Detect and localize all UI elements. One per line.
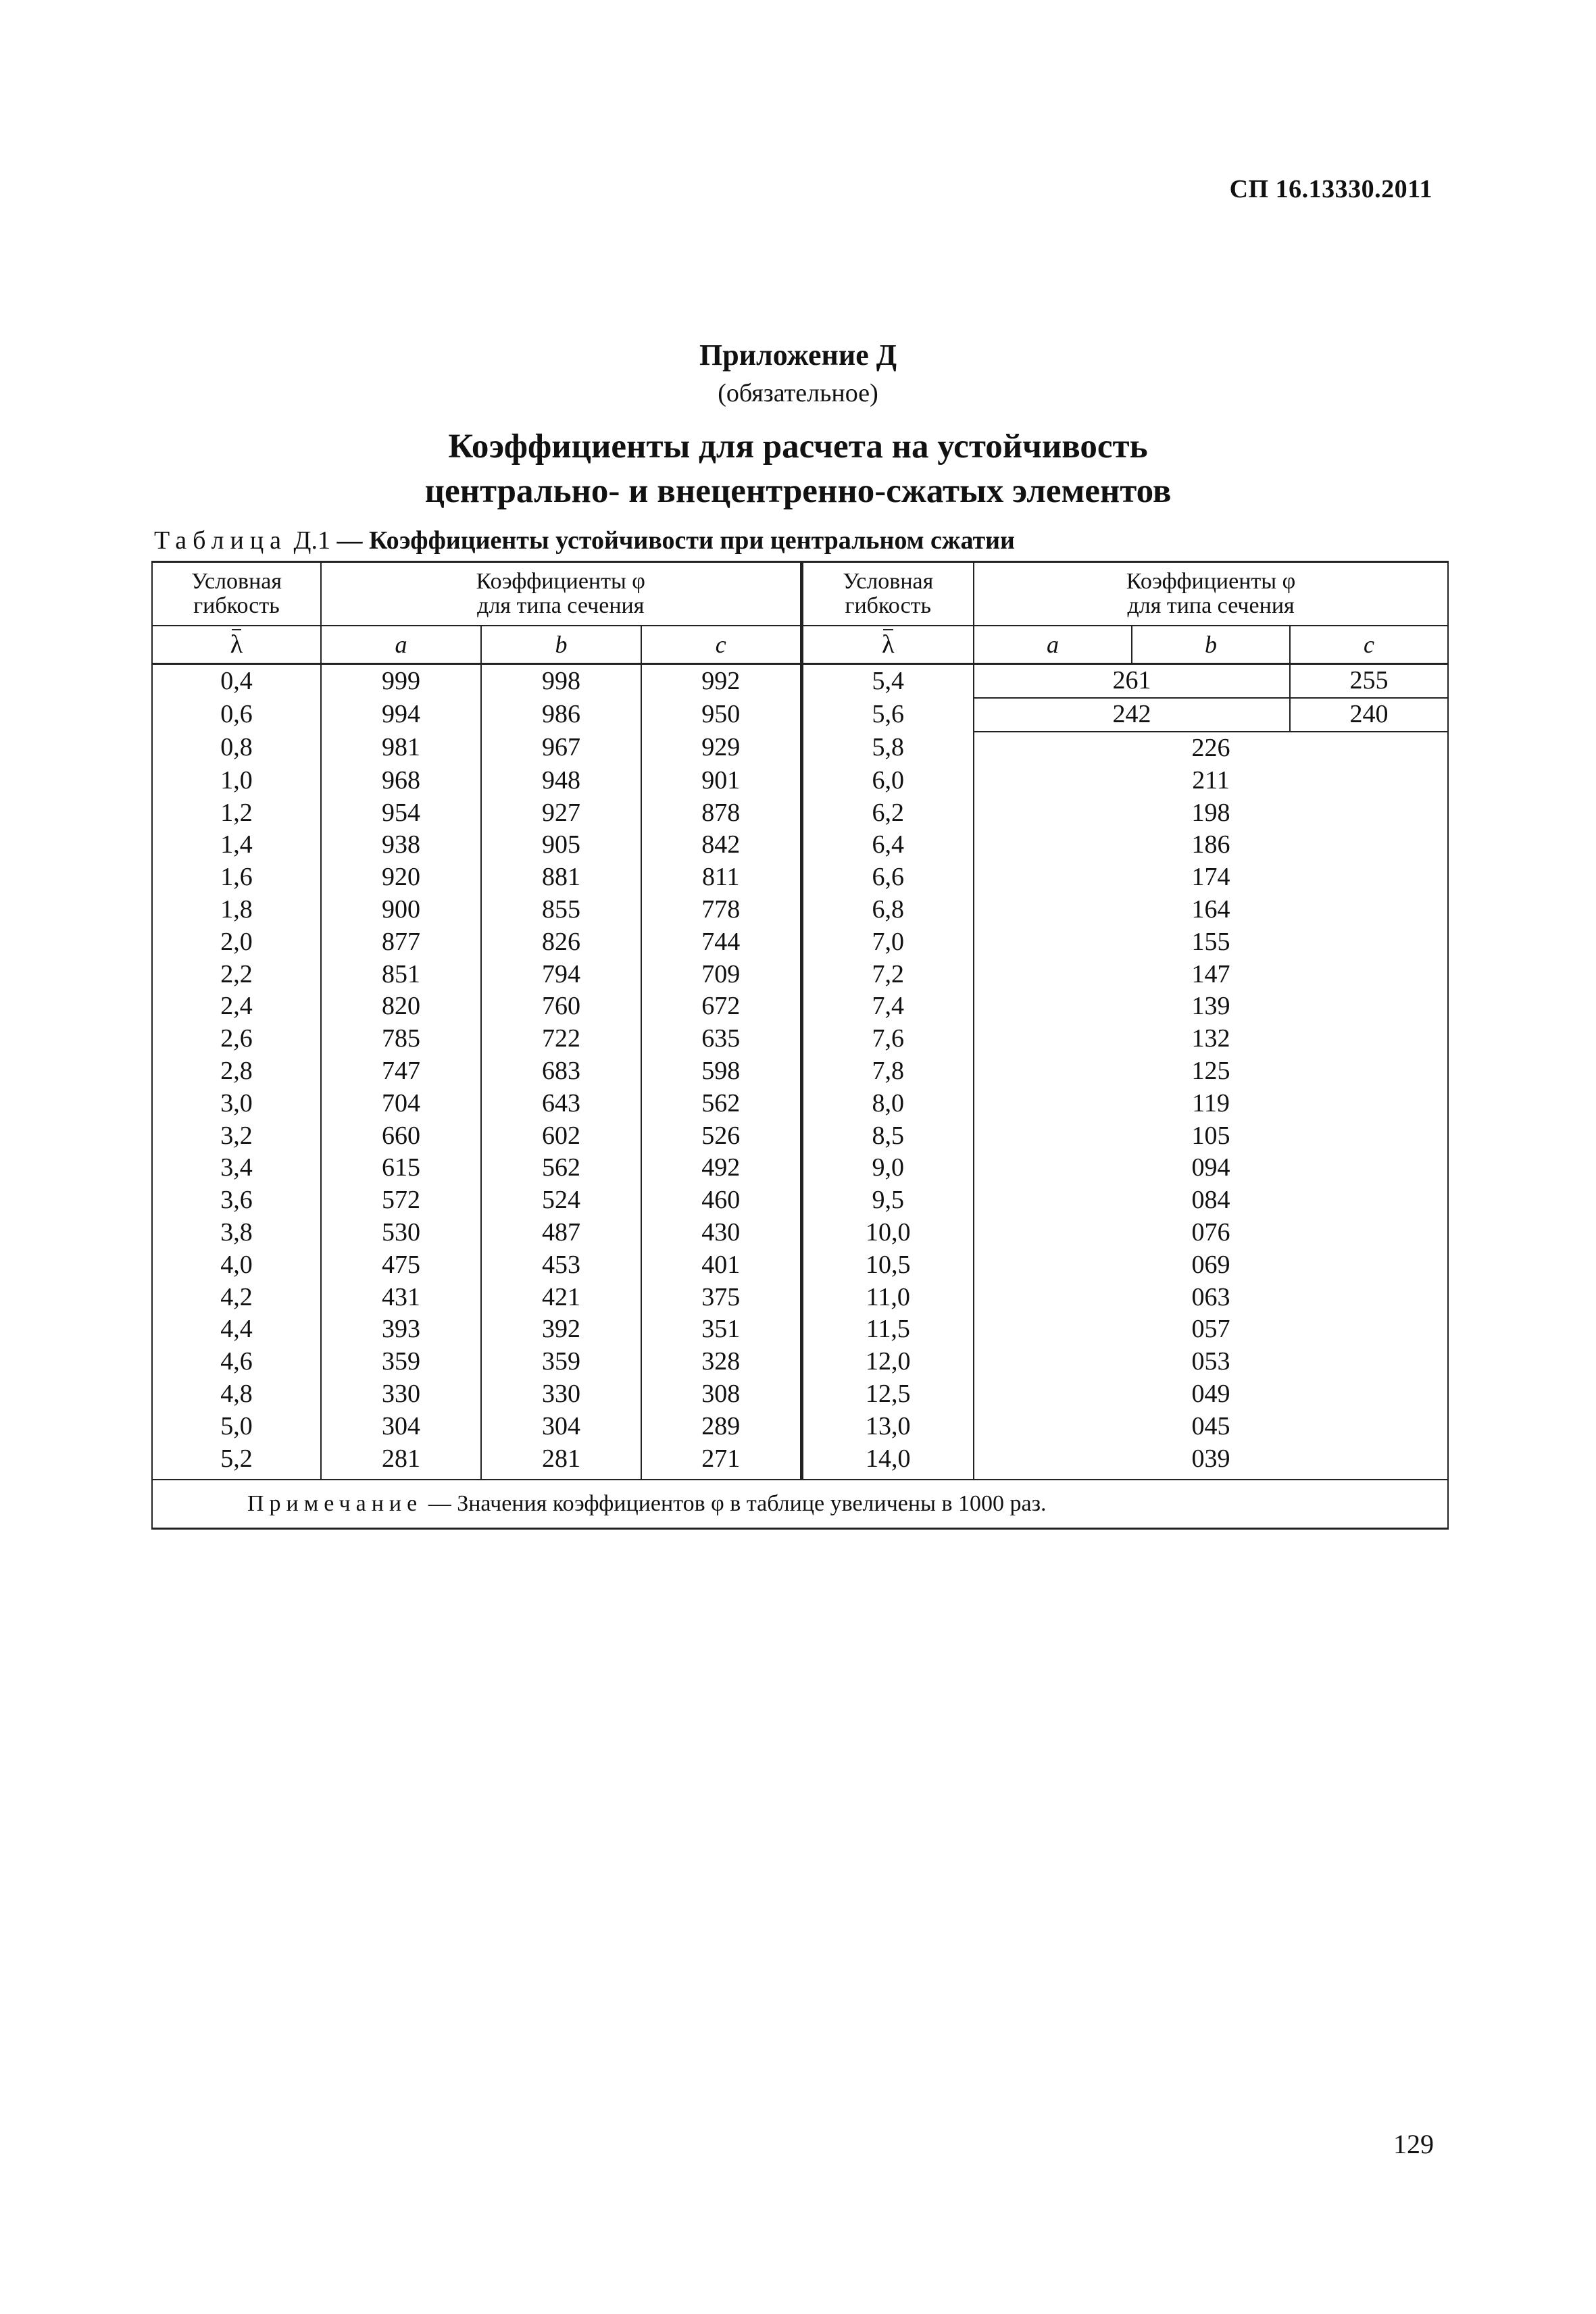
coef-abc-right-cell: 155: [974, 926, 1448, 958]
coef-abc-right-cell: 063: [974, 1281, 1448, 1313]
lambda-cell: 3,6: [152, 1184, 321, 1217]
coef-ab-right-cell: 242: [974, 698, 1290, 732]
lambda-cell: 3,4: [152, 1152, 321, 1184]
coef-a-cell: 877: [321, 926, 481, 958]
coef-a-cell: 660: [321, 1120, 481, 1152]
coef-b-cell: 998: [481, 664, 641, 698]
lambda-cell: 5,0: [152, 1410, 321, 1442]
coef-b-cell: 905: [481, 829, 641, 861]
lambda-cell: 5,2: [152, 1442, 321, 1480]
lambda-right-cell: 7,4: [801, 990, 974, 1023]
lambda-cell: 2,8: [152, 1055, 321, 1088]
coef-abc-right-cell: 053: [974, 1346, 1448, 1378]
table-row: [152, 1055, 1448, 1088]
table-row: [152, 861, 1448, 894]
header-b: b: [481, 626, 641, 664]
coef-a-cell: 704: [321, 1087, 481, 1120]
table-row: [152, 926, 1448, 958]
coef-a-cell: 330: [321, 1378, 481, 1411]
header-b-right: b: [1132, 626, 1290, 664]
table-row: [152, 894, 1448, 926]
coef-a-cell: 615: [321, 1152, 481, 1184]
coef-b-cell: 881: [481, 861, 641, 894]
coef-abc-right-cell: 186: [974, 829, 1448, 861]
lambda-cell: 2,6: [152, 1023, 321, 1055]
header-slenderness-line2: гибкость: [193, 593, 280, 618]
header-coefficients-right: [974, 562, 1448, 626]
coef-b-cell: 986: [481, 698, 641, 732]
lambda-right-cell: 7,6: [801, 1023, 974, 1055]
table-row: [152, 1184, 1448, 1217]
lambda-cell: 0,6: [152, 698, 321, 732]
lambda-cell: 3,2: [152, 1120, 321, 1152]
header-slenderness-right-line2: гибкость: [845, 593, 932, 618]
coef-abc-right-cell: 076: [974, 1217, 1448, 1249]
coef-c-cell: 992: [641, 664, 801, 698]
coef-c-cell: 562: [641, 1087, 801, 1120]
coef-a-cell: 820: [321, 990, 481, 1023]
coef-a-cell: 304: [321, 1410, 481, 1442]
table-row: [152, 1120, 1448, 1152]
coef-abc-right-cell: 119: [974, 1087, 1448, 1120]
lambda-right-cell: 6,8: [801, 894, 974, 926]
coef-a-cell: 747: [321, 1055, 481, 1088]
lambda-cell: 3,0: [152, 1087, 321, 1120]
coef-a-cell: 938: [321, 829, 481, 861]
coef-b-cell: 562: [481, 1152, 641, 1184]
lambda-cell: 1,2: [152, 797, 321, 829]
coef-c-cell: 526: [641, 1120, 801, 1152]
lambda-right-cell: 5,8: [801, 732, 974, 765]
lambda-right-cell: 10,0: [801, 1217, 974, 1249]
coef-b-cell: 794: [481, 958, 641, 990]
coef-a-cell: 572: [321, 1184, 481, 1217]
coef-b-cell: 304: [481, 1410, 641, 1442]
coef-c-cell: 744: [641, 926, 801, 958]
lambda-right-cell: 6,0: [801, 764, 974, 797]
heading-line-1: Коэффициенты для расчета на устойчивость: [448, 428, 1148, 466]
coef-c-cell: 950: [641, 698, 801, 732]
coef-c-cell: 328: [641, 1346, 801, 1378]
coef-abc-right-cell: 132: [974, 1023, 1448, 1055]
coef-c-cell: 492: [641, 1152, 801, 1184]
heading-line-2: центрально- и внецентренно-сжатых элементов: [424, 472, 1172, 510]
coef-abc-right-cell: 198: [974, 797, 1448, 829]
header-slenderness: [152, 562, 321, 626]
coef-b-cell: 643: [481, 1087, 641, 1120]
coef-abc-right-cell: 174: [974, 861, 1448, 894]
coef-c-cell: 460: [641, 1184, 801, 1217]
lambda-right-cell: 11,5: [801, 1313, 974, 1346]
coef-a-cell: 431: [321, 1281, 481, 1313]
coef-abc-right-cell: 069: [974, 1249, 1448, 1281]
table-row: [152, 698, 1448, 732]
lambda-cell: 4,6: [152, 1346, 321, 1378]
appendix-title: Приложение Д: [699, 338, 897, 372]
coef-a-cell: 994: [321, 698, 481, 732]
coef-c-cell: 709: [641, 958, 801, 990]
coef-abc-right-cell: 057: [974, 1313, 1448, 1346]
lambda-right-cell: 12,5: [801, 1378, 974, 1411]
lambda-right-cell: 6,2: [801, 797, 974, 829]
lambda-right-cell: 13,0: [801, 1410, 974, 1442]
lambda-cell: 2,2: [152, 958, 321, 990]
lambda-cell: 2,0: [152, 926, 321, 958]
lambda-right-cell: 7,2: [801, 958, 974, 990]
note-label: Примечание: [247, 1491, 423, 1517]
header-coef-right-line2: для типа сечения: [1127, 593, 1295, 618]
coef-c-cell: 811: [641, 861, 801, 894]
header-slenderness-right: [801, 562, 974, 626]
coef-b-cell: 330: [481, 1378, 641, 1411]
caption-label: Таблица: [154, 526, 288, 555]
coef-c-cell: 598: [641, 1055, 801, 1088]
lambda-right-cell: 7,8: [801, 1055, 974, 1088]
coef-a-cell: 393: [321, 1313, 481, 1346]
coef-abc-right-cell: 139: [974, 990, 1448, 1023]
coef-b-cell: 281: [481, 1442, 641, 1480]
coef-b-cell: 967: [481, 732, 641, 765]
coef-abc-right-cell: 211: [974, 764, 1448, 797]
coef-b-cell: 524: [481, 1184, 641, 1217]
lambda-right-cell: 10,5: [801, 1249, 974, 1281]
coef-a-cell: 530: [321, 1217, 481, 1249]
lambda-right-cell: 5,4: [801, 664, 974, 698]
table-row: [152, 1087, 1448, 1120]
coef-a-cell: 851: [321, 958, 481, 990]
coef-a-cell: 954: [321, 797, 481, 829]
table-caption: [154, 527, 1015, 554]
table-row: [152, 958, 1448, 990]
table-row: [152, 1313, 1448, 1346]
coef-c-cell: 635: [641, 1023, 801, 1055]
coef-a-cell: 920: [321, 861, 481, 894]
stability-coefficients-table: [151, 561, 1449, 1530]
page-number: 129: [1393, 2129, 1434, 2159]
table-row: [152, 1217, 1448, 1249]
header-coefficients: [321, 562, 801, 626]
table-row: [152, 732, 1448, 765]
lambda-symbol-right: λ: [882, 626, 894, 663]
header-lambda-right: [801, 626, 974, 664]
coef-a-cell: 968: [321, 764, 481, 797]
lambda-right-cell: 7,0: [801, 926, 974, 958]
header-coef-line2: для типа сечения: [477, 593, 645, 618]
table-row: [152, 829, 1448, 861]
header-c: c: [641, 626, 801, 664]
header-slenderness-right-line1: Условная: [843, 569, 934, 594]
coef-a-cell: 785: [321, 1023, 481, 1055]
lambda-cell: 1,4: [152, 829, 321, 861]
table-row: [152, 1410, 1448, 1442]
coef-abc-right-cell: 125: [974, 1055, 1448, 1088]
coef-a-cell: 999: [321, 664, 481, 698]
table-row: [152, 1249, 1448, 1281]
coef-abc-right-cell: 147: [974, 958, 1448, 990]
coef-b-cell: 392: [481, 1313, 641, 1346]
table-note: [152, 1480, 1448, 1529]
table-row: [152, 1442, 1448, 1480]
coef-b-cell: 683: [481, 1055, 641, 1088]
coef-c-cell: 375: [641, 1281, 801, 1313]
coef-a-cell: 281: [321, 1442, 481, 1480]
table-row: [152, 664, 1448, 698]
lambda-cell: 4,0: [152, 1249, 321, 1281]
coef-c-cell: 271: [641, 1442, 801, 1480]
lambda-right-cell: 5,6: [801, 698, 974, 732]
coef-abc-right-cell: 049: [974, 1378, 1448, 1411]
coef-b-cell: 722: [481, 1023, 641, 1055]
lambda-right-cell: 8,5: [801, 1120, 974, 1152]
coef-abc-right-cell: 045: [974, 1410, 1448, 1442]
table-row: [152, 1281, 1448, 1313]
lambda-right-cell: 9,5: [801, 1184, 974, 1217]
lambda-right-cell: 9,0: [801, 1152, 974, 1184]
coef-a-cell: 475: [321, 1249, 481, 1281]
header-row-1: [152, 562, 1448, 626]
lambda-cell: 1,0: [152, 764, 321, 797]
coef-c-cell: 430: [641, 1217, 801, 1249]
coef-b-cell: 602: [481, 1120, 641, 1152]
coef-c-cell: 901: [641, 764, 801, 797]
note-row: [152, 1480, 1448, 1529]
coef-c-cell: 842: [641, 829, 801, 861]
coef-c-cell: 289: [641, 1410, 801, 1442]
coef-c-right-cell: 240: [1290, 698, 1448, 732]
lambda-cell: 4,4: [152, 1313, 321, 1346]
coef-b-cell: 359: [481, 1346, 641, 1378]
coef-c-cell: 878: [641, 797, 801, 829]
lambda-cell: 2,4: [152, 990, 321, 1023]
coef-b-cell: 487: [481, 1217, 641, 1249]
lambda-right-cell: 8,0: [801, 1087, 974, 1120]
lambda-cell: 1,6: [152, 861, 321, 894]
header-c-right: c: [1290, 626, 1448, 664]
lambda-cell: 3,8: [152, 1217, 321, 1249]
coef-abc-right-cell: 164: [974, 894, 1448, 926]
coef-ab-right-cell: 261: [974, 664, 1290, 698]
header-coef-right-line1: Коэффициенты φ: [1126, 569, 1296, 594]
lambda-right-cell: 12,0: [801, 1346, 974, 1378]
coef-abc-right-cell: 105: [974, 1120, 1448, 1152]
lambda-cell: 4,2: [152, 1281, 321, 1313]
lambda-cell: 1,8: [152, 894, 321, 926]
coef-b-cell: 855: [481, 894, 641, 926]
lambda-cell: 4,8: [152, 1378, 321, 1411]
caption-number: Д.1: [293, 526, 330, 555]
table-row: [152, 1378, 1448, 1411]
lambda-right-cell: 14,0: [801, 1442, 974, 1480]
coef-b-cell: 927: [481, 797, 641, 829]
appendix-subtitle: (обязательное): [718, 379, 878, 407]
header-coef-line1: Коэффициенты φ: [476, 569, 645, 594]
header-lambda: [152, 626, 321, 664]
document-code: СП 16.13330.2011: [1229, 175, 1432, 203]
table-row: [152, 764, 1448, 797]
coef-c-cell: 672: [641, 990, 801, 1023]
table-row: [152, 797, 1448, 829]
coef-b-cell: 453: [481, 1249, 641, 1281]
coef-c-cell: 778: [641, 894, 801, 926]
coef-c-right-cell: 255: [1290, 664, 1448, 698]
coef-c-cell: 929: [641, 732, 801, 765]
coef-b-cell: 826: [481, 926, 641, 958]
coef-a-cell: 981: [321, 732, 481, 765]
table-row: [152, 1152, 1448, 1184]
appendix-heading: [0, 424, 1596, 513]
lambda-cell: 0,4: [152, 664, 321, 698]
lambda-right-cell: 6,6: [801, 861, 974, 894]
note-text: — Значения коэффициентов φ в таблице увеличены в 1000 раз.: [428, 1491, 1047, 1517]
header-a: a: [321, 626, 481, 664]
coef-c-cell: 351: [641, 1313, 801, 1346]
lambda-right-cell: 6,4: [801, 829, 974, 861]
coef-abc-right-cell: 226: [974, 732, 1448, 765]
coef-c-cell: 308: [641, 1378, 801, 1411]
header-row-2: [152, 626, 1448, 664]
coef-abc-right-cell: 084: [974, 1184, 1448, 1217]
coef-b-cell: 760: [481, 990, 641, 1023]
header-slenderness-line1: Условная: [191, 569, 282, 594]
lambda-cell: 0,8: [152, 732, 321, 765]
table-row: [152, 990, 1448, 1023]
table-row: [152, 1023, 1448, 1055]
coef-abc-right-cell: 094: [974, 1152, 1448, 1184]
coef-b-cell: 421: [481, 1281, 641, 1313]
coef-b-cell: 948: [481, 764, 641, 797]
coef-abc-right-cell: 039: [974, 1442, 1448, 1480]
coef-c-cell: 401: [641, 1249, 801, 1281]
lambda-symbol: λ: [230, 626, 243, 663]
coef-a-cell: 900: [321, 894, 481, 926]
coef-a-cell: 359: [321, 1346, 481, 1378]
lambda-right-cell: 11,0: [801, 1281, 974, 1313]
header-a-right: a: [974, 626, 1132, 664]
table-row: [152, 1346, 1448, 1378]
caption-text: — Коэффициенты устойчивости при центральном сжатии: [336, 526, 1015, 555]
